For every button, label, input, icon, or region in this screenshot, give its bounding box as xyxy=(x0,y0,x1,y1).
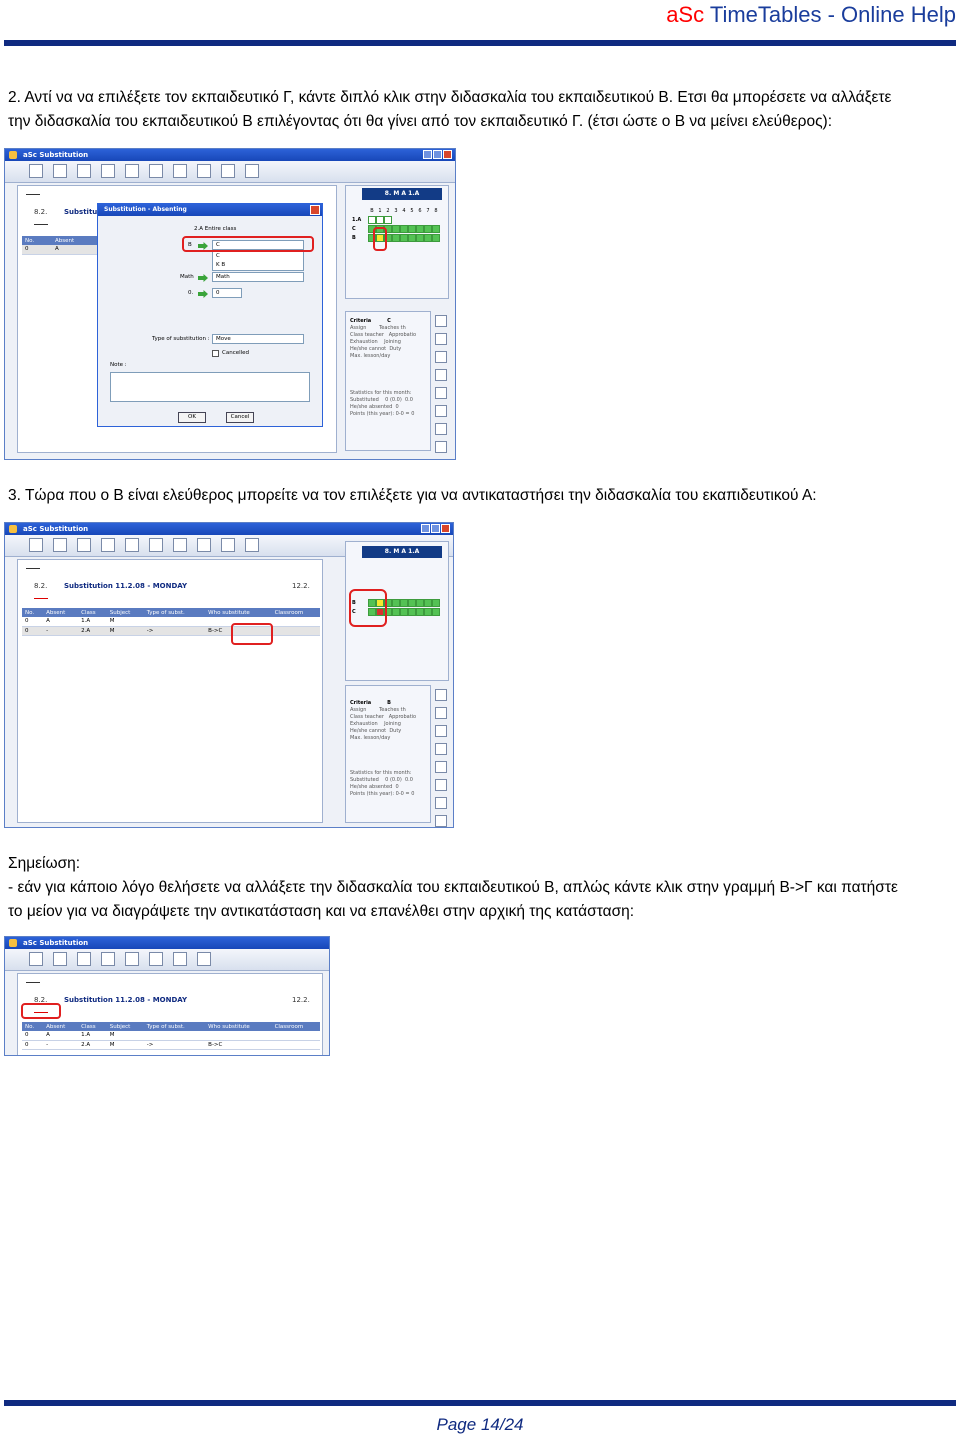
cell: 1.A xyxy=(78,617,107,626)
cell: 0 xyxy=(22,1040,43,1049)
window-title: aSc Substitution xyxy=(23,151,89,159)
teachers-icon[interactable] xyxy=(435,333,447,345)
stats-label: Points (this year): xyxy=(350,411,395,417)
close-icon[interactable] xyxy=(441,524,450,533)
period-select[interactable]: 0 xyxy=(212,288,242,298)
stats-label: He/she absented xyxy=(350,784,393,790)
toolbar xyxy=(5,161,455,183)
grid-cell[interactable] xyxy=(408,225,416,233)
screenshot-2 xyxy=(4,522,454,828)
help-icon[interactable] xyxy=(435,815,447,827)
stats-title: Statistics for this month: xyxy=(350,390,412,396)
next-day-label: 12.2. xyxy=(292,582,310,590)
grid-cell[interactable] xyxy=(392,608,400,616)
stats-value: 0 (0.0) xyxy=(385,777,402,783)
teacher-select[interactable]: C xyxy=(212,240,304,250)
stats-value: 0-0 = 0 xyxy=(395,411,415,417)
timetable-grid xyxy=(352,206,440,242)
dash-mark xyxy=(34,224,48,225)
cell xyxy=(272,1031,320,1040)
class-tab[interactable]: 8. M A 1.A xyxy=(362,188,442,200)
cell: -> xyxy=(144,626,205,635)
window-titlebar xyxy=(5,149,455,161)
arrow-right-icon xyxy=(198,274,208,282)
save-icon[interactable] xyxy=(435,369,447,381)
grid-cell[interactable] xyxy=(392,599,400,607)
subs-title: Substitu xyxy=(64,208,98,216)
period-number: 6 xyxy=(418,207,422,214)
toolbar-icon[interactable] xyxy=(77,538,91,552)
cell xyxy=(144,1031,205,1040)
criteria-value: Approbatio xyxy=(388,714,417,720)
criteria-label: Max. lesson/day xyxy=(350,735,391,741)
close-icon[interactable] xyxy=(443,150,452,159)
screenshot-3 xyxy=(4,936,330,1056)
col-header: Subject xyxy=(107,1022,144,1031)
cancelled-label: Cancelled xyxy=(222,350,250,356)
criteria-label: Class teacher xyxy=(350,332,384,338)
brand-name: aSc xyxy=(666,2,705,27)
toolbar-icon[interactable] xyxy=(245,538,259,552)
col-header: Class xyxy=(78,608,107,617)
grid-cell[interactable] xyxy=(392,234,400,242)
grid-cell[interactable] xyxy=(392,225,400,233)
grid-cell[interactable] xyxy=(408,608,416,616)
period-label: 0. xyxy=(188,290,194,296)
stats-value: 0 xyxy=(395,784,399,790)
toolbar-icon[interactable] xyxy=(101,952,115,966)
grid-cell[interactable] xyxy=(432,608,440,616)
criteria-label: Exhaustion xyxy=(350,721,378,727)
grid-row xyxy=(352,215,440,224)
period-number: 3 xyxy=(394,207,398,214)
cell xyxy=(272,626,320,635)
grid-row-label: C xyxy=(352,608,356,615)
criteria-list xyxy=(350,700,416,742)
toolbar-icon[interactable] xyxy=(173,164,187,178)
highlight-box xyxy=(182,236,314,252)
maximize-icon[interactable] xyxy=(431,524,440,533)
stats-label: Substituted xyxy=(350,777,379,783)
toolbar-icon[interactable] xyxy=(53,952,67,966)
side-toolbar xyxy=(435,689,453,827)
cell: 2.A xyxy=(78,1040,107,1049)
criteria-panel xyxy=(345,685,431,823)
cell: -> xyxy=(144,1040,205,1049)
criteria-value: Teaches th xyxy=(379,707,406,713)
class-panel xyxy=(345,185,449,299)
cell xyxy=(144,617,205,626)
page-number: Page 14/24 xyxy=(436,1415,524,1434)
grid-row xyxy=(352,233,440,242)
table-row[interactable] xyxy=(22,1040,320,1049)
teacher-options[interactable] xyxy=(212,251,304,271)
app-icon xyxy=(9,939,17,947)
dialog-titlebar xyxy=(98,204,322,216)
toolbar-icon[interactable] xyxy=(125,952,139,966)
subs-table xyxy=(22,236,102,255)
criteria-label: He/she cannot xyxy=(350,728,387,734)
minimize-icon[interactable] xyxy=(423,150,432,159)
stats-label: Points (this year): xyxy=(350,791,395,797)
grid-cell[interactable] xyxy=(400,234,408,242)
document-icon[interactable] xyxy=(435,405,447,417)
grid-cell[interactable] xyxy=(376,216,384,224)
ok-button[interactable]: OK xyxy=(178,412,206,423)
stats-value: 0 (0.0) xyxy=(385,397,402,403)
toolbar xyxy=(5,949,329,971)
maximize-icon[interactable] xyxy=(433,150,442,159)
toolbar-icon[interactable] xyxy=(245,164,259,178)
cell: B->C xyxy=(205,626,271,635)
toolbar-icon[interactable] xyxy=(197,164,211,178)
criteria-label: Max. lesson/day xyxy=(350,353,391,359)
cell: A xyxy=(43,617,78,626)
cell: 2.A xyxy=(78,626,107,635)
note-title: Σημείωση: xyxy=(8,855,81,872)
tools-icon[interactable] xyxy=(435,761,447,773)
col-header: Absent xyxy=(43,1022,78,1031)
col-header: Subject xyxy=(107,608,144,617)
grid-row-label: B xyxy=(352,234,356,241)
col-header: No. xyxy=(22,608,43,617)
stats-value: 0 xyxy=(395,404,399,410)
criteria-value: Joining xyxy=(384,721,401,727)
col-header: Who substitute xyxy=(205,608,271,617)
class-label: 2.A Entire class xyxy=(194,226,237,232)
grid-row-label: 1.A xyxy=(352,216,362,223)
period-number: 2 xyxy=(386,207,390,214)
main-panel xyxy=(17,559,323,823)
grid-cell[interactable] xyxy=(416,234,424,242)
grid-row-label: C xyxy=(352,225,356,232)
toolbar-icon[interactable] xyxy=(53,538,67,552)
cell: B->C xyxy=(205,1040,271,1049)
col-header: Class xyxy=(78,1022,107,1031)
cancelled-checkbox[interactable] xyxy=(212,350,219,357)
cell: A xyxy=(52,245,102,254)
window-titlebar xyxy=(5,523,453,535)
cell: M xyxy=(107,1031,144,1040)
table-row[interactable] xyxy=(22,617,320,626)
col-no: No. xyxy=(22,236,52,245)
criteria-value: Duty xyxy=(389,728,402,734)
option-item[interactable]: C xyxy=(216,253,220,259)
doc-title: TimeTables - Online Help xyxy=(709,2,956,27)
toolbar-icon[interactable] xyxy=(53,164,67,178)
app-icon xyxy=(9,151,17,159)
dialog-title: Substitution - Absenting xyxy=(104,206,187,213)
toolbar-icon[interactable] xyxy=(149,164,163,178)
type-select[interactable]: Move xyxy=(212,334,304,344)
tools-icon[interactable] xyxy=(435,387,447,399)
period-number: 8 xyxy=(434,207,438,214)
cell xyxy=(205,1031,271,1040)
toolbar-icon[interactable] xyxy=(221,164,235,178)
table-row[interactable] xyxy=(22,1031,320,1040)
cell xyxy=(272,1040,320,1049)
grid-cell[interactable] xyxy=(416,225,424,233)
note-input[interactable] xyxy=(110,372,310,402)
cancel-button[interactable]: Cancel xyxy=(226,412,254,423)
criteria-header: Criteria xyxy=(350,700,372,706)
criteria-value: Approbatio xyxy=(388,332,417,338)
criteria-label: Exhaustion xyxy=(350,339,378,345)
app-icon xyxy=(9,525,17,533)
stats-block xyxy=(350,390,414,418)
help-icon[interactable] xyxy=(435,441,447,453)
criteria-label: Assign xyxy=(350,325,367,331)
toolbar-icon[interactable] xyxy=(149,952,163,966)
highlight-box xyxy=(349,589,387,627)
criteria-value: Teaches th xyxy=(379,325,406,331)
window-icon[interactable] xyxy=(435,423,447,435)
grid-cell[interactable] xyxy=(432,225,440,233)
remove-dash[interactable] xyxy=(34,598,48,599)
toolbar-icon[interactable] xyxy=(149,538,163,552)
next-day-label: 12.2. xyxy=(292,996,310,1004)
cell xyxy=(272,617,320,626)
teacher-label: B xyxy=(188,242,192,248)
dash-mark xyxy=(26,982,40,983)
class-tab[interactable]: 8. M A 1.A xyxy=(362,546,442,558)
stats-title: Statistics for this month: xyxy=(350,770,412,776)
dialog-close-icon[interactable] xyxy=(310,205,320,215)
day-label: 8.2. xyxy=(34,996,48,1004)
period-number: 4 xyxy=(402,207,406,214)
cell: 0 xyxy=(22,626,43,635)
grid-cell[interactable] xyxy=(424,234,432,242)
stats-value: 0.0 xyxy=(404,397,413,403)
stats-label: Substituted xyxy=(350,397,379,403)
toolbar-icon[interactable] xyxy=(77,952,91,966)
toolbar-icon[interactable] xyxy=(173,952,187,966)
toolbar-icon[interactable] xyxy=(221,538,235,552)
table-row[interactable] xyxy=(22,626,320,635)
stats-label: He/she absented xyxy=(350,404,393,410)
grid-cell[interactable] xyxy=(432,599,440,607)
grid-cell[interactable] xyxy=(416,599,424,607)
stats-value: 0.0 xyxy=(404,777,413,783)
cell: 1.A xyxy=(78,1031,107,1040)
toolbar-icon[interactable] xyxy=(197,952,211,966)
grid-cell[interactable] xyxy=(424,225,432,233)
highlight-box xyxy=(373,227,387,251)
header-rule xyxy=(4,40,956,46)
toolbar-icon[interactable] xyxy=(125,164,139,178)
toolbar-icon[interactable] xyxy=(125,538,139,552)
col-header: No. xyxy=(22,1022,43,1031)
grid-cell[interactable] xyxy=(408,599,416,607)
toolbar-icon[interactable] xyxy=(197,538,211,552)
cell: - xyxy=(43,1040,78,1049)
period-number: B xyxy=(370,207,374,214)
col-header: Type of subst. xyxy=(144,608,205,617)
absenting-dialog xyxy=(97,203,323,427)
subject-label: Math xyxy=(180,274,194,280)
cell: - xyxy=(43,626,78,635)
side-toolbar xyxy=(435,315,453,453)
cell: 0 xyxy=(22,245,52,254)
toolbar-icon[interactable] xyxy=(29,952,43,966)
step2-line2: την διδασκαλία του εκπαιδευτικού Β επιλέγοντας ότι θα γίνει από τον εκπαιδευτικό Γ. (έτσι ώστε ο Β να μείνει ελεύθερος): xyxy=(8,113,833,130)
toolbar-icon[interactable] xyxy=(173,538,187,552)
grid-cell[interactable] xyxy=(400,608,408,616)
minimize-icon[interactable] xyxy=(421,524,430,533)
criteria-list xyxy=(350,318,416,360)
cell: 0 xyxy=(22,1031,43,1040)
grid-cell[interactable] xyxy=(424,599,432,607)
grid-cell[interactable] xyxy=(400,225,408,233)
col-header: Type of subst. xyxy=(144,1022,205,1031)
footer-rule xyxy=(4,1400,956,1406)
subs-table xyxy=(22,608,320,636)
teachers-icon[interactable] xyxy=(435,707,447,719)
day-label: 8.2. xyxy=(34,582,48,590)
note-label: Note : xyxy=(110,362,127,368)
type-label: Type of substitution : xyxy=(152,336,210,342)
grid-cell[interactable] xyxy=(408,234,416,242)
arrow-right-icon xyxy=(198,290,208,298)
period-number: 1 xyxy=(378,207,382,214)
criteria-label: He/she cannot xyxy=(350,346,387,352)
toolbar-icon[interactable] xyxy=(29,538,43,552)
criteria-teacher: B xyxy=(387,700,391,706)
toolbar-icon[interactable] xyxy=(101,538,115,552)
criteria-value: Duty xyxy=(389,346,402,352)
col-header: Who substitute xyxy=(205,1022,271,1031)
cell: M xyxy=(107,626,144,635)
save-icon[interactable] xyxy=(435,743,447,755)
help-title xyxy=(666,2,956,28)
teachers-icon[interactable] xyxy=(435,689,447,701)
grid-cell[interactable] xyxy=(416,608,424,616)
criteria-header: Criteria xyxy=(350,318,372,324)
criteria-label: Assign xyxy=(350,707,367,713)
step2-line1: 2. Αντί να να επιλέξετε τον εκπαιδευτικό Γ, κάντε διπλό κλικ στην διδασκαλία του εκπαιδευτικού Β. Ετσι θα μπορέσετε να αλλάξετε xyxy=(8,89,892,106)
window-titlebar xyxy=(5,937,329,949)
table-row[interactable] xyxy=(22,245,102,254)
cell: M xyxy=(107,617,144,626)
printer-icon[interactable] xyxy=(435,351,447,363)
subject-select[interactable]: Math xyxy=(212,272,304,282)
stats-block xyxy=(350,770,414,798)
grid-cell[interactable] xyxy=(400,599,408,607)
subs-title: Substitution 11.2.08 - MONDAY xyxy=(64,996,188,1004)
toolbar-icon[interactable] xyxy=(101,164,115,178)
col-header: Classroom xyxy=(272,608,320,617)
highlight-box xyxy=(231,623,273,645)
cell: M xyxy=(107,1040,144,1049)
note-line1: - εάν για κάποιο λόγο θελήσετε να αλλάξετε την διδασκαλία του εκπαιδευτικού Β, απλώς κάντε κλικ στην γραμμή Β->Γ και πατήστε xyxy=(8,879,898,896)
highlight-box xyxy=(21,1003,61,1019)
grid-cell[interactable] xyxy=(384,216,392,224)
criteria-label: Class teacher xyxy=(350,714,384,720)
subs-table xyxy=(22,1022,320,1050)
col-header: Classroom xyxy=(272,1022,320,1031)
subs-title: Substitution 11.2.08 - MONDAY xyxy=(64,582,188,590)
main-panel xyxy=(17,973,323,1056)
cell: A xyxy=(43,1031,78,1040)
toolbar-icon[interactable] xyxy=(77,164,91,178)
note-line2: το μείον για να διαγράψετε την αντικατάσταση και να επανέλθει στην αρχική της κατάσταση: xyxy=(8,903,635,920)
window-icon[interactable] xyxy=(435,797,447,809)
window-title: aSc Substitution xyxy=(23,939,89,947)
dash-mark xyxy=(26,194,40,195)
period-number: 7 xyxy=(426,207,430,214)
cell: 0 xyxy=(22,617,43,626)
printer-icon[interactable] xyxy=(435,725,447,737)
screenshot-1 xyxy=(4,148,456,460)
stats-value: 0-0 = 0 xyxy=(395,791,415,797)
teachers-icon[interactable] xyxy=(435,315,447,327)
dash-mark xyxy=(26,568,40,569)
period-number: 5 xyxy=(410,207,414,214)
criteria-value: Joining xyxy=(384,339,401,345)
grid-cell[interactable] xyxy=(424,608,432,616)
criteria-panel xyxy=(345,311,431,451)
grid-cell[interactable] xyxy=(432,234,440,242)
document-icon[interactable] xyxy=(435,779,447,791)
step3-text: 3. Τώρα που ο Β είναι ελεύθερος μπορείτε να τον επιλέξετε για να αντικαταστήσει την διδασκαλία του εκαπιδευτικού Α: xyxy=(8,487,817,504)
col-absent: Absent xyxy=(52,236,102,245)
criteria-teacher: C xyxy=(387,318,391,324)
day-label: 8.2. xyxy=(34,208,48,216)
grid-row-label: B xyxy=(352,599,356,606)
window-title: aSc Substitution xyxy=(23,525,89,533)
col-header: Absent xyxy=(43,608,78,617)
toolbar-icon[interactable] xyxy=(29,164,43,178)
option-item[interactable]: K B xyxy=(216,262,226,268)
grid-cell[interactable] xyxy=(368,216,376,224)
grid-row xyxy=(352,224,440,233)
